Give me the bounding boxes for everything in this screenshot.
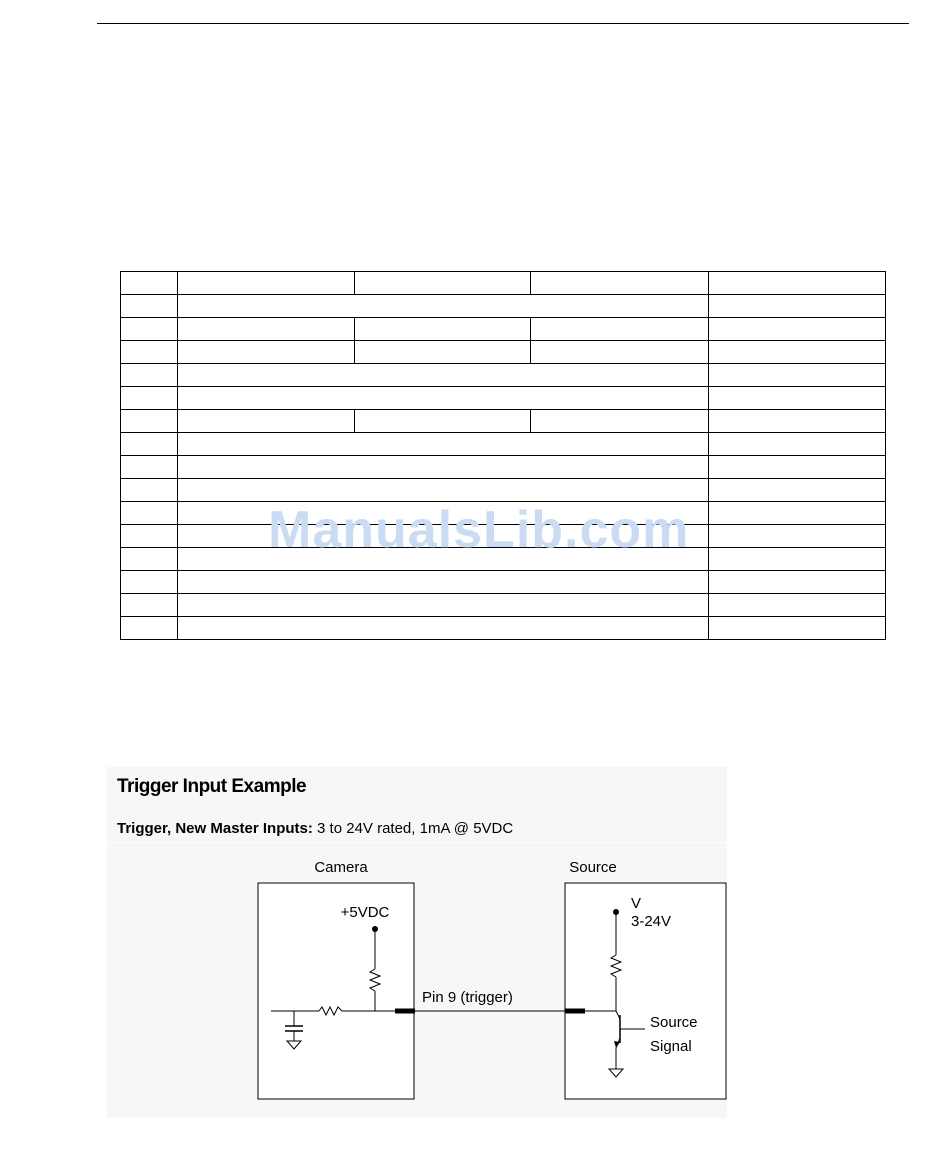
table-row — [121, 479, 886, 502]
watermark: ManualsLib.com — [268, 501, 690, 559]
subtitle-bold: Trigger, New Master Inputs: — [117, 820, 313, 837]
source-label: Source — [569, 859, 617, 876]
pin-assignment-table — [120, 271, 886, 640]
v-subscript: 3-24V — [631, 913, 672, 930]
table-row — [121, 387, 886, 410]
v-label: V — [631, 895, 642, 912]
table-row — [121, 594, 886, 617]
table-row — [121, 571, 886, 594]
supply-label: +5VDC — [340, 904, 390, 921]
trigger-input-schematic — [107, 843, 727, 1118]
source-signal-line1: Source — [650, 1014, 698, 1031]
table-row — [121, 433, 886, 456]
table-row — [121, 295, 886, 318]
camera-box — [258, 883, 414, 1099]
subtitle-rest: 3 to 24V rated, 1mA @ 5VDC — [312, 820, 514, 837]
diagram-title: Trigger Input Example — [117, 776, 307, 797]
header-rule — [97, 23, 909, 24]
diagram-subtitle — [117, 820, 513, 837]
pin-label: Pin 9 (trigger) — [422, 989, 513, 1006]
camera-label: Camera — [314, 859, 368, 876]
table-row — [121, 456, 886, 479]
table-row — [121, 341, 886, 364]
source-signal-line2: Signal — [650, 1038, 692, 1055]
table-row — [121, 617, 886, 640]
table-row — [121, 410, 886, 433]
table-row — [121, 318, 886, 341]
table-row — [121, 272, 886, 295]
table-row — [121, 364, 886, 387]
